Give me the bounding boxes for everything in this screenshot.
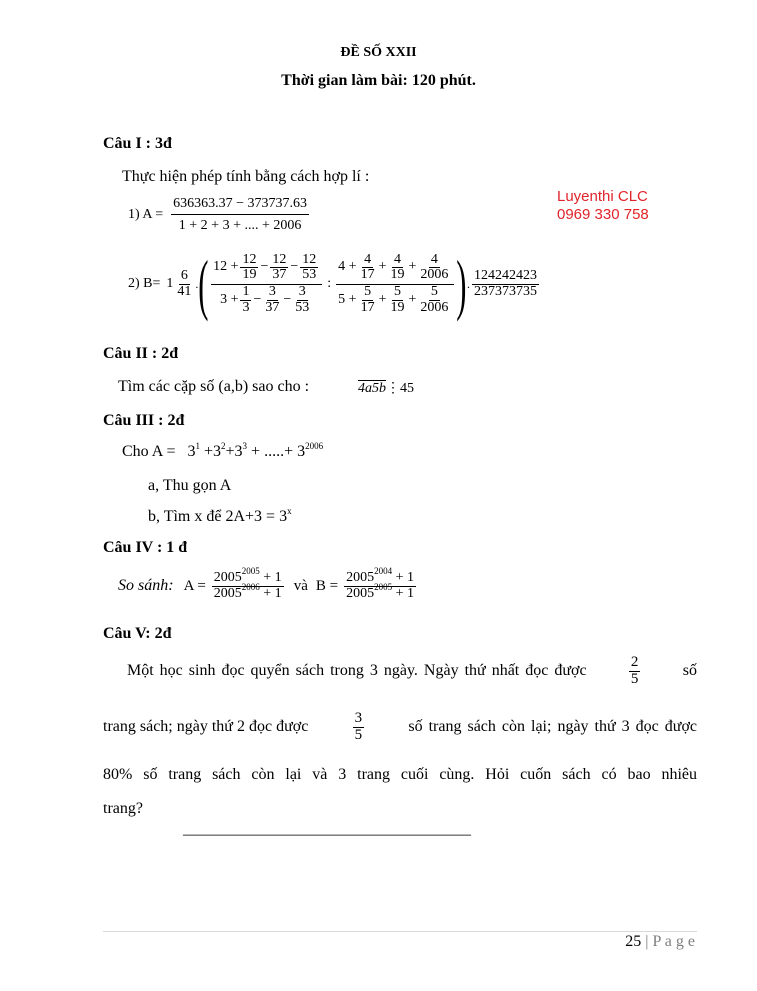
q5-line2: trang sách; ngày thứ 2 đọc được $\frac{3}{5}$ số trang sách còn lại; ngày thứ 3 đọc được [103, 710, 697, 743]
q4-comparison: So sánh : A = $\frac{2005^{2005} + 1}{2005^{2006} + 1}$ và B = $\frac{2005^{2004} + 1}{2005^{2005} + 1}$ [118, 566, 414, 601]
q1-p1-label: 1) A = [128, 207, 164, 223]
q2-text: Tìm các cặp số (a,b) sao cho : [118, 378, 310, 395]
document-title: ĐỀ SỐ XXII [340, 45, 417, 60]
q1-part1 [128, 197, 311, 233]
q1-p2-mixed-whole: 1 [166, 276, 174, 291]
watermark-line1: Luyenthi CLC [557, 188, 648, 205]
left-paren-icon: ( [198, 246, 209, 322]
q3-part-a: a, Thu gọn A [148, 477, 232, 494]
q1-part2: 2) B= 1 $\frac{6}{41}$ . ( 12 + $\frac{12}{19}$ − $\frac{12}{37}$ − $\frac{12}{53}$ 3 + $\frac{1}{3}$ − $\frac{3}{37}$ − $\frac{3}{53}$ : 4 + $\frac{4}{17}$ + $\frac{4}{19}$ + $\frac{4}{2006}$ 5 + $\frac{5}{17}$ + $\frac{5}{19}$ + $\frac{5}{2006}$ ) . $\frac{124242423}{237373735}$ [128, 246, 538, 322]
separator-line: –––––––––––––––––––––––––––––––––––– [183, 826, 471, 843]
q1-p2-last-fraction: $\frac{124242423}{237373735}$ [474, 267, 538, 299]
q2-expression: 4a5b⋮45 [358, 381, 414, 396]
footer-separator: | [645, 933, 649, 950]
footer-rule [103, 931, 697, 932]
q3-heading: Câu III : 2đ [103, 412, 185, 429]
q5-heading: Câu V: 2đ [103, 625, 172, 642]
q1-instruction: Thực hiện phép tính bằng cách hợp lí : [122, 168, 370, 185]
q5-line4: trang? [103, 800, 143, 817]
q1-p2-label: 2) B= [128, 276, 161, 291]
page-number: 25 [625, 933, 642, 950]
q5-line1: Một học sinh đọc quyển sách trong 3 ngày. Ngày thứ nhất đọc được $\frac{2}{5}$ số [127, 654, 697, 687]
q4-heading: Câu IV : 1 đ [103, 539, 188, 556]
q1-p2-mixed-den: 41 [177, 283, 192, 299]
page-label: P a g e [652, 933, 695, 950]
right-paren-icon: ) [456, 246, 467, 322]
q5-line3: 80% số trang sách còn lại và 3 trang cuối cùng. Hỏi cuốn sách có bao nhiêu [103, 766, 697, 783]
q3-part-b: b, Tìm x để $2A+3 = 3^x$ [148, 506, 292, 525]
watermark-line2: 0969 330 758 [557, 206, 649, 223]
q1-p2-fraction2: 4 + $\frac{4}{17}$ + $\frac{4}{19}$ + $\frac{4}{2006}$ 5 + $\frac{5}{17}$ + $\frac{5}{19}$ + $\frac{5}{2006}$ [336, 253, 454, 316]
page-footer [625, 933, 695, 951]
q2-heading: Câu II : 2đ [103, 345, 179, 362]
q1-heading: Câu I : 3đ [103, 135, 172, 152]
q1-p2-fraction1: 12 + $\frac{12}{19}$ − $\frac{12}{37}$ − $\frac{12}{53}$ 3 + $\frac{1}{3}$ − $\frac{3}{37}$ − $\frac{3}{53}$ [211, 253, 322, 316]
document-subtitle: Thời gian làm bài: 120 phút. [281, 72, 476, 89]
q1-p1-denominator: 1 + 2 + 3 + .... + 2006 [178, 217, 302, 233]
q3-expression: Cho $A = 3^1 +3^2+3^3$ + .....+ $3^{2006}$ [122, 441, 324, 460]
q1-p2-mixed-num: 6 [180, 267, 188, 283]
q1-p1-numerator: 636363.37 − 373737.63 [171, 197, 309, 215]
